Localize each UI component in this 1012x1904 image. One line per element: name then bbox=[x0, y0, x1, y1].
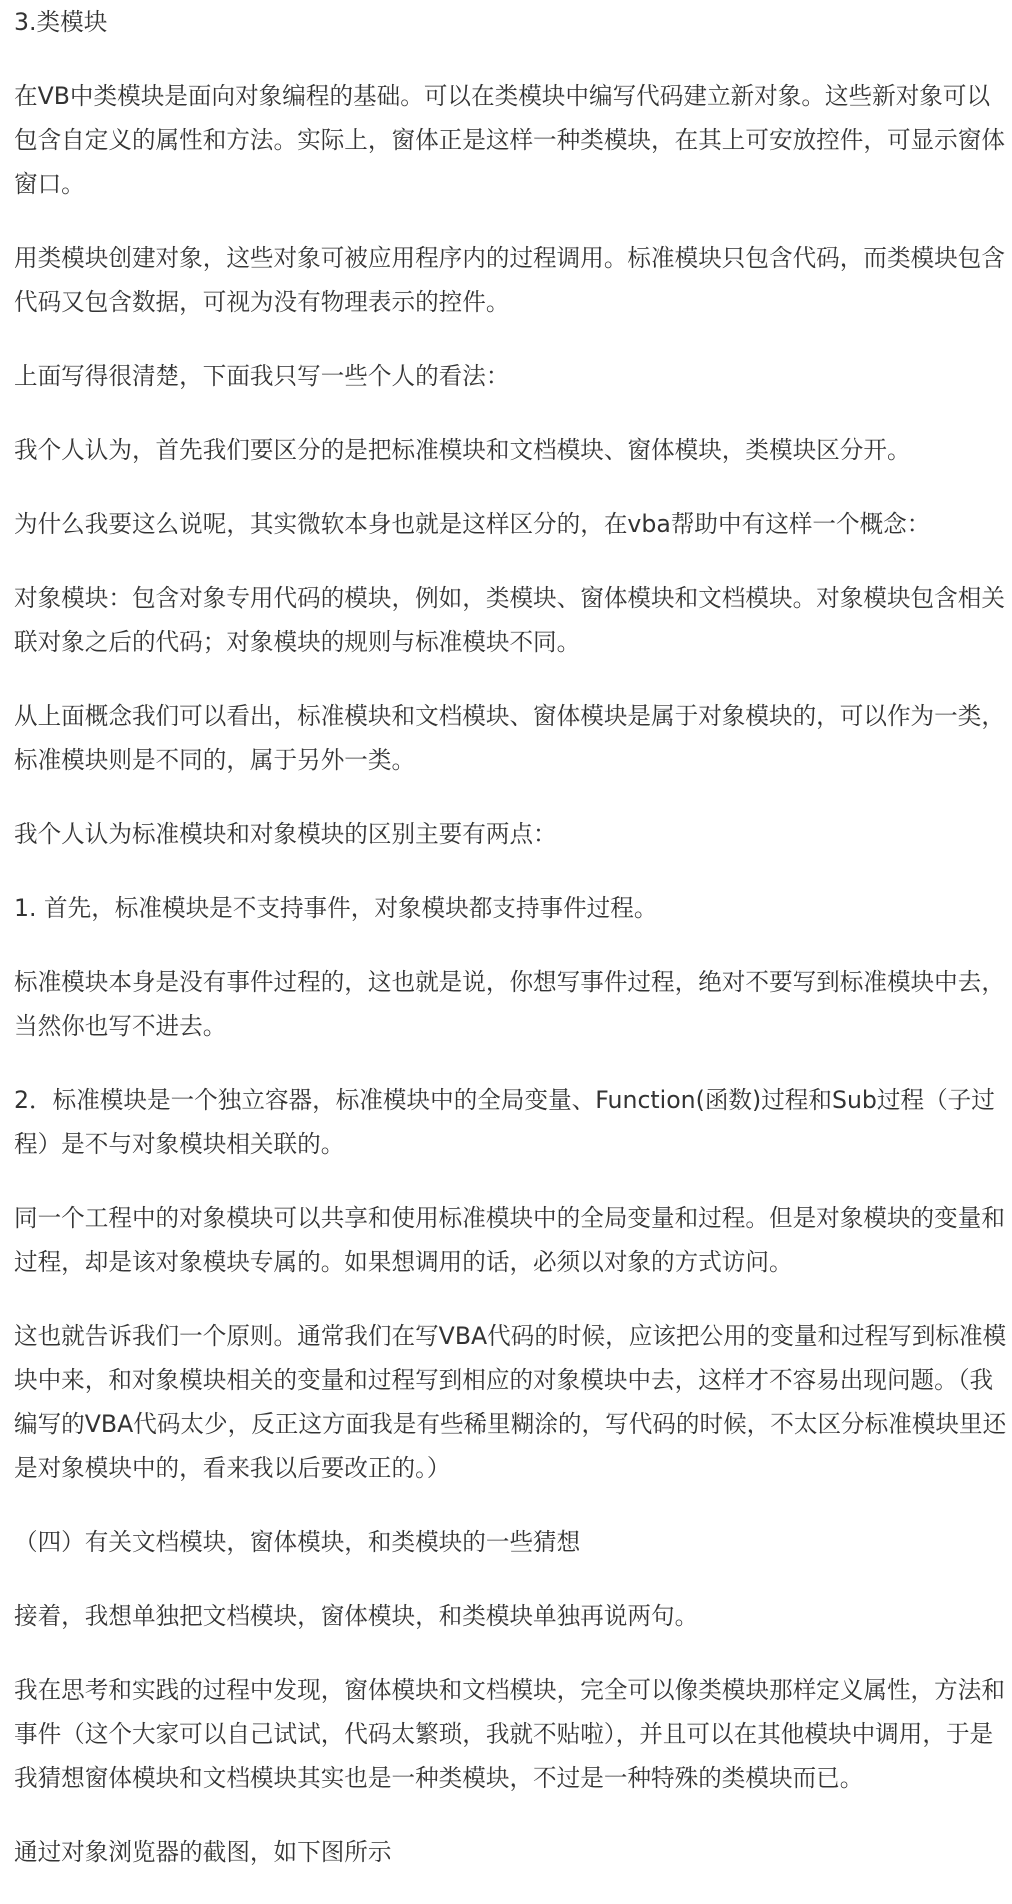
paragraph-microsoft-concept: 为什么我要这么说呢，其实微软本身也就是这样区分的，在vba帮助中有这样一个概念： bbox=[14, 510, 931, 538]
paragraph-distinguish-modules: 我个人认为，首先我们要区分的是把标准模块和文档模块、窗体模块，类模块区分开。 bbox=[14, 436, 911, 464]
paragraph-next: 接着，我想单独把文档模块，窗体模块，和类模块单独再说两句。 bbox=[14, 1602, 699, 1630]
paragraph-object-module-definition: 对象模块：包含对象专用代码的模块，例如，类模块、窗体模块和文档模块。对象模块包含相关联对象之后的代码；对象模块的规则与标准模块不同。 bbox=[14, 584, 1005, 656]
paragraph-class-module-objects: 用类模块创建对象，这些对象可被应用程序内的过程调用。标准模块只包含代码，而类模块包含代码又包含数据，可视为没有物理表示的控件。 bbox=[14, 244, 1005, 316]
paragraph-point-two: 2．标准模块是一个独立容器，标准模块中的全局变量、Function(函数)过程和Sub过程（子过程）是不与对象模块相关联的。 bbox=[14, 1086, 995, 1158]
article-body bbox=[14, 0, 1010, 1904]
paragraph-class-module-intro: 在VB中类模块是面向对象编程的基础。可以在类模块中编写代码建立新对象。这些新对象可以包含自定义的属性和方法。实际上，窗体正是这样一种类模块，在其上可安放控件，可显示窗体窗口。 bbox=[14, 82, 1005, 198]
paragraph-object-browser: 通过对象浏览器的截图，如下图所示 bbox=[14, 1838, 392, 1866]
paragraph-shared-variables: 同一个工程中的对象模块可以共享和使用标准模块中的全局变量和过程。但是对象模块的变量和过程，却是该对象模块专属的。如果想调用的话，必须以对象的方式访问。 bbox=[14, 1204, 1005, 1276]
paragraph-no-event-procedures: 标准模块本身是没有事件过程的，这也就是说，你想写事件过程，绝对不要写到标准模块中去，当然你也写不进去。 bbox=[14, 968, 1005, 1040]
subsection-heading: （四）有关文档模块，窗体模块，和类模块的一些猜想 bbox=[14, 1528, 581, 1556]
paragraph-personal-view-intro: 上面写得很清楚，下面我只写一些个人的看法： bbox=[14, 362, 510, 390]
paragraph-guess: 我在思考和实践的过程中发现，窗体模块和文档模块，完全可以像类模块那样定义属性，方法和事件（这个大家可以自己试试，代码太繁琐，我就不贴啦），并且可以在其他模块中调用，于是我猜想窗体模块和文档模块其实也是一种类模块，不过是一种特殊的类模块而已。 bbox=[14, 1676, 1005, 1792]
paragraph-concept-conclusion: 从上面概念我们可以看出，标准模块和文档模块、窗体模块是属于对象模块的，可以作为一类，标准模块则是不同的，属于另外一类。 bbox=[14, 702, 1005, 774]
paragraph-two-differences: 我个人认为标准模块和对象模块的区别主要有两点： bbox=[14, 820, 557, 848]
paragraph-principle: 这也就告诉我们一个原则。通常我们在写VBA代码的时候，应该把公用的变量和过程写到标准模块中来，和对象模块相关的变量和过程写到相应的对象模块中去，这样才不容易出现问题。（我编写的VBA代码太少，反正这方面我是有些稀里糊涂的，写代码的时候，不太区分标准模块里还是对象模块中的，看来我以后要改正的。） bbox=[14, 1322, 1007, 1482]
section-heading: 3.类模块 bbox=[14, 8, 108, 36]
paragraph-point-one: 1. 首先，标准模块是不支持事件，对象模块都支持事件过程。 bbox=[14, 894, 658, 922]
